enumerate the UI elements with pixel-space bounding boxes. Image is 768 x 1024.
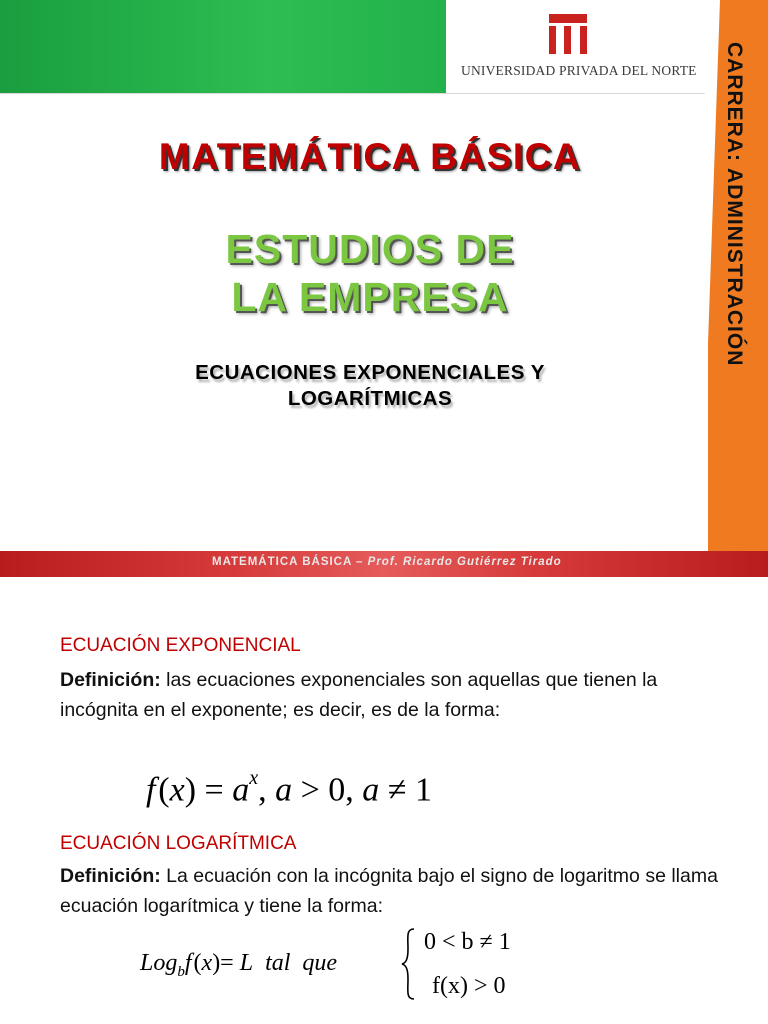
exponential-definition-label: Definición: [60,669,161,691]
content-slide [0,577,768,1024]
left-brace-icon [400,927,416,1001]
section-title-line2: LA EMPRESA [231,274,509,320]
logarithmic-definition-label: Definición: [60,865,161,887]
university-logo-icon [549,14,587,54]
topic-title [100,360,640,412]
green-header-band [0,0,446,93]
logarithmic-heading: ECUACIÓN LOGARÍTMICA [60,833,297,854]
exponential-heading: ECUACIÓN EXPONENCIAL [60,635,301,656]
exponential-definition [60,665,720,725]
career-text: CARRERA: ADMINISTRACIÓN [723,42,746,367]
footer-text [212,556,632,568]
university-name: UNIVERSIDAD PRIVADA DEL NORTE [461,63,697,78]
header-divider [0,93,708,94]
career-label [722,42,758,402]
course-title: MATEMÁTICA BÁSICA [158,136,582,177]
condition-argument-text: f(x) > 0 [432,973,506,999]
section-title [170,225,570,321]
condition-argument [432,973,506,1000]
topic-title-line2: LOGARÍTMICAS [287,387,453,410]
exponential-definition-text: las ecuaciones exponenciales son aquellas que tienen la incógnita en el exponente; es decir, es de la forma: [60,669,658,721]
logarithmic-definition [60,861,720,921]
footer-course: MATEMÁTICA BÁSICA – [212,556,368,568]
condition-base [424,929,511,956]
topic-title-line1: ECUACIONES EXPONENCIALES Y [195,361,545,384]
exponential-formula: f $(x) = a^x$, a > 0, a ≠ 1 [146,767,432,809]
footer-professor: Prof. Ricardo Gutiérrez Tirado [367,556,562,568]
logarithmic-definition-text: La ecuación con la incógnita bajo el signo de logaritmo se llama ecuación logarítmica y tiene la forma: [60,865,718,917]
logarithmic-formula: Log$_b$f (x)= L tal que [140,950,338,980]
section-title-line1: ESTUDIOS DE [225,226,515,272]
condition-base-text: 0 < b ≠ 1 [424,929,511,955]
